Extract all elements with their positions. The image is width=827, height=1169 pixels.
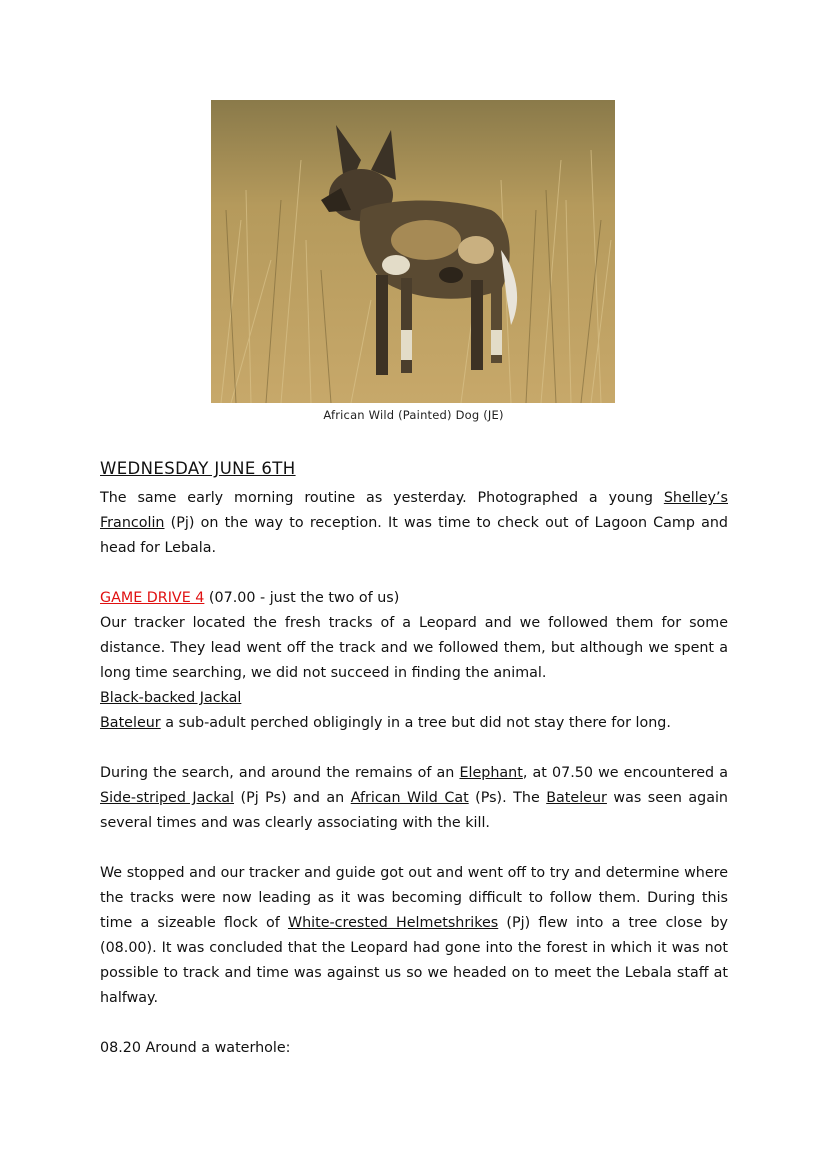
text-span: The same early morning routine as yesterday. Photographed a young [100, 490, 664, 506]
waterhole-line: 08.20 Around a waterhole: [100, 1040, 291, 1056]
text-span: (Pj) on the way to reception. It was time to check out of Lagoon Camp and head for Lebala. [100, 515, 728, 556]
paragraph-waterhole [100, 1036, 728, 1061]
species-name: Shelley’s Francolin [100, 490, 728, 531]
text-span: , at 07.50 we encountered a [522, 765, 728, 781]
day-heading: WEDNESDAY JUNE 6TH [100, 459, 296, 478]
game-drive-body: Our tracker located the fresh tracks of a Leopard and we followed them for some distance. They lead went off the track and we followed them, but although we spent a long time searching, we did not succeed in finding the animal. [100, 615, 728, 681]
species-name: Elephant [459, 765, 523, 781]
paragraph-tracker [100, 861, 728, 1011]
wild-dog-illustration [211, 100, 615, 403]
paragraph-search [100, 761, 728, 836]
species-name: White-crested Helmetshrikes [287, 915, 499, 931]
image-caption: African Wild (Painted) Dog (JE) [323, 408, 504, 422]
text-span: was seen again several times and was clearly associating with the kill. [100, 790, 728, 831]
text-span: a sub-adult perched obligingly in a tree but did not stay there for long. [160, 715, 671, 731]
species-name: Side-striped Jackal [100, 790, 235, 806]
game-drive-note: (07.00 - just the two of us) [204, 590, 400, 606]
text-span: (Pj) flew into a tree close by (08.00). It was concluded that the Leopard had gone into the forest in which it was not possible to track and time was against us so we headed on to meet the Lebala staff at halfway. [100, 915, 728, 1006]
species-name: Bateleur [100, 715, 161, 731]
text-span: We stopped and our tracker and guide got out and went off to try and determine where the tracks were now leading as it was becoming difficult to follow them. During this time a sizeable flock of [100, 865, 728, 931]
text-span: (Ps). The [468, 790, 547, 806]
paragraph-game-drive [100, 586, 728, 736]
game-drive-title: GAME DRIVE 4 [100, 590, 205, 606]
species-name: Black-backed Jackal [100, 690, 242, 706]
species-name: African Wild Cat [350, 790, 469, 806]
species-name: Bateleur [546, 790, 607, 806]
text-span: During the search, and around the remains of an [100, 765, 460, 781]
text-span: (Pj Ps) and an [234, 790, 351, 806]
wild-dog-photo [211, 100, 615, 403]
paragraph-morning [100, 486, 728, 561]
